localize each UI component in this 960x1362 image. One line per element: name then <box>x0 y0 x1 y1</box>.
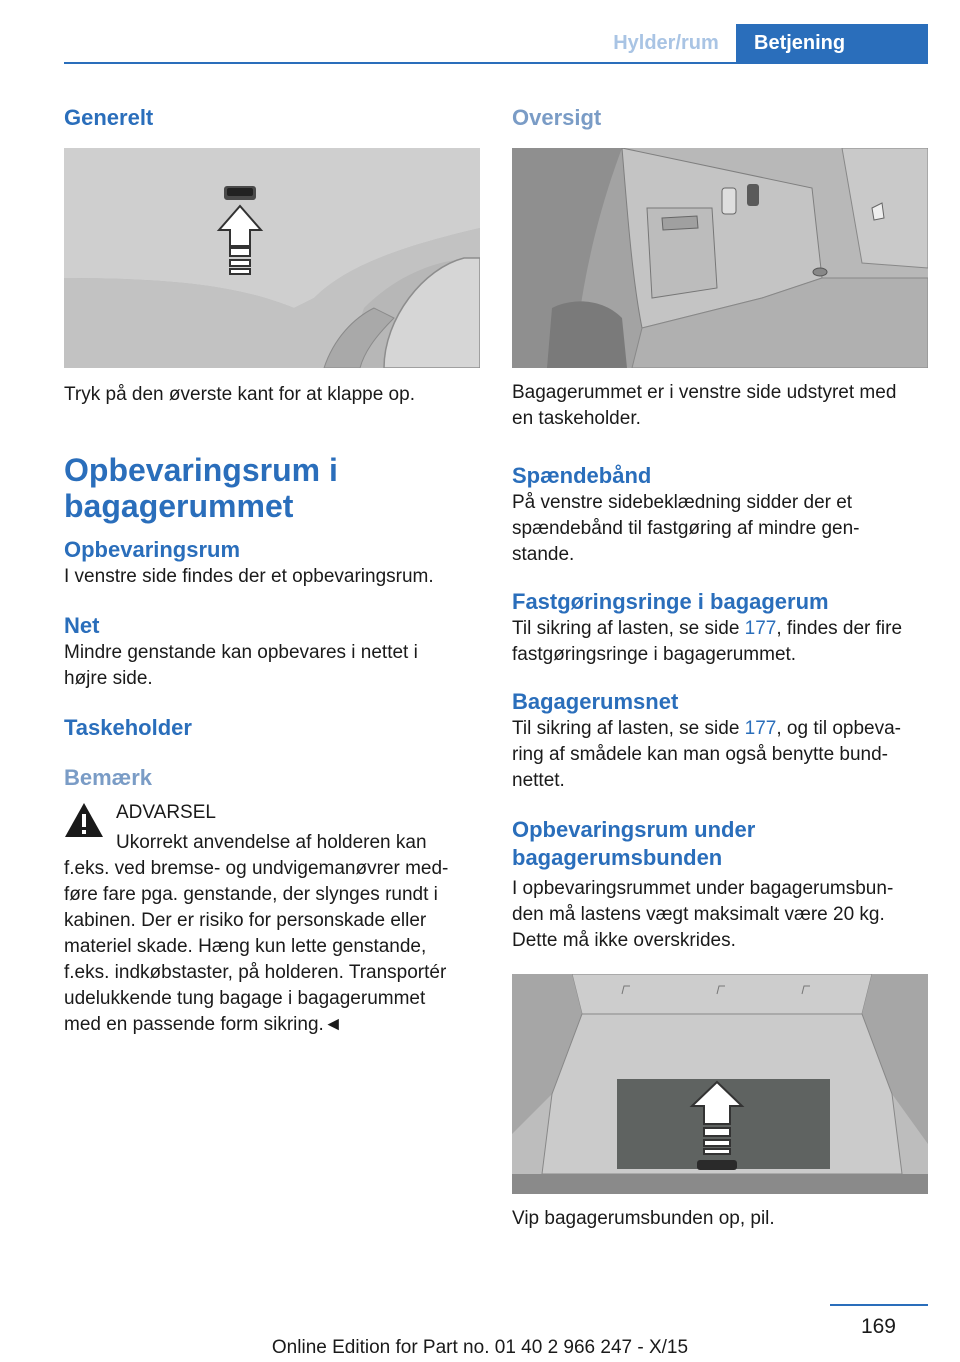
bagagerumsnet-line-2: ring af smådele kan man også benytte bund- <box>512 744 889 765</box>
under-caption: Vip bagagerumsbunden op, pil. <box>512 1208 775 1229</box>
page-number: 169 <box>860 1315 896 1338</box>
fastgoring-heading: Fastgøringsringe i bagagerum <box>512 589 829 614</box>
page-reference-link[interactable]: 177 <box>744 618 777 639</box>
generelt-caption: Tryk på den øverste kant for at klappe op. <box>64 384 415 405</box>
fastgoring-line-1 <box>512 616 928 642</box>
warning-line-5: materiel skade. Hæng kun lette genstande, <box>64 936 427 957</box>
warning-line-1: Ukorrekt anvendelse af holderen kan <box>116 832 427 853</box>
fastgoring-text-pre: Til sikring af lasten, se side <box>512 618 745 639</box>
opbevaringsrum-text: I venstre side findes der et opbevaringsrum. <box>64 566 434 587</box>
header-rule <box>64 62 928 64</box>
warning-line-2: f.eks. ved bremse- og undvigemanøvrer med- <box>64 858 449 879</box>
under-heading-line1: Opbevaringsrum under <box>512 817 756 842</box>
under-heading-line2: bagagerumsbunden <box>512 845 723 870</box>
footer-rule <box>830 1304 928 1306</box>
bagagerumsnet-text-pre: Til sikring af lasten, se side <box>512 718 745 739</box>
taskeholder-heading: Taskeholder <box>64 715 192 740</box>
warning-block <box>64 800 480 1038</box>
tab-betjening[interactable]: Betjening <box>736 24 928 62</box>
warning-line-4: kabinen. Der er risiko for personskade eller <box>64 910 427 931</box>
trunk-floor-illustration <box>512 974 928 1194</box>
edition-footer: Online Edition for Part no. 01 40 2 966 247 - X/15 <box>271 1337 689 1358</box>
warning-line-8: med en passende form sikring.◄ <box>64 1014 343 1035</box>
page-reference-link[interactable]: 177 <box>744 718 777 739</box>
under-line-3: Dette må ikke overskrides. <box>512 930 736 951</box>
ceiling-holder-figure <box>64 148 480 368</box>
generelt-heading: Generelt <box>64 105 154 130</box>
net-text-line1: Mindre genstande kan opbevares i nettet i <box>64 642 418 663</box>
oversigt-heading: Oversigt <box>512 105 602 130</box>
oversigt-caption-line1: Bagagerummet er i venstre side udstyret med <box>512 382 897 403</box>
tab-hylder-rum[interactable]: Hylder/rum <box>613 32 719 54</box>
left-column <box>64 100 480 1038</box>
spaendebaand-heading: Spændebånd <box>512 463 652 488</box>
main-section-title-line1: Opbevaringsrum i <box>64 452 338 488</box>
oversigt-caption-line2: en taskeholder. <box>512 408 641 429</box>
bagagerumsnet-heading: Bagagerumsnet <box>512 689 679 714</box>
bagagerumsnet-text-post: , og til opbeva- <box>776 718 902 739</box>
spaendebaand-line-2: spændebånd til fastgøring af mindre gen- <box>512 518 860 539</box>
under-line-2: den må lastens vægt maksimalt være 20 kg. <box>512 904 885 925</box>
main-section-title-line2: bagagerummet <box>64 488 294 524</box>
bagagerumsnet-line-3: nettet. <box>512 770 565 791</box>
net-text-line2: højre side. <box>64 668 153 689</box>
bemaerk-heading: Bemærk <box>64 765 153 790</box>
fastgoring-text-post: , findes der fire <box>776 618 903 639</box>
spaendebaand-line-3: stande. <box>512 544 575 565</box>
warning-line-7: udelukkende tung bagage i bagagerummet <box>64 988 426 1009</box>
trunk-overview-illustration <box>512 148 928 368</box>
warning-line-3: føre fare pga. genstande, der slynges rundt i <box>64 884 438 905</box>
spaendebaand-line-1: På venstre sidebeklædning sidder der et <box>512 492 853 513</box>
warning-label: ADVARSEL <box>116 802 216 823</box>
under-line-1: I opbevaringsrummet under bagagerumsbun- <box>512 878 894 899</box>
net-heading: Net <box>64 613 100 638</box>
bagagerumsnet-line-1 <box>512 716 928 742</box>
right-column <box>512 100 928 1232</box>
trunk-floor-figure <box>512 974 928 1194</box>
warning-line-6: f.eks. indkøbstaster, på holderen. Transportér <box>64 962 447 983</box>
fastgoring-line-2: fastgøringsringe i bagagerummet. <box>512 644 797 665</box>
warning-triangle-icon <box>64 802 104 838</box>
opbevaringsrum-heading: Opbevaringsrum <box>64 537 241 562</box>
ceiling-holder-illustration <box>64 148 480 368</box>
trunk-overview-figure <box>512 148 928 368</box>
